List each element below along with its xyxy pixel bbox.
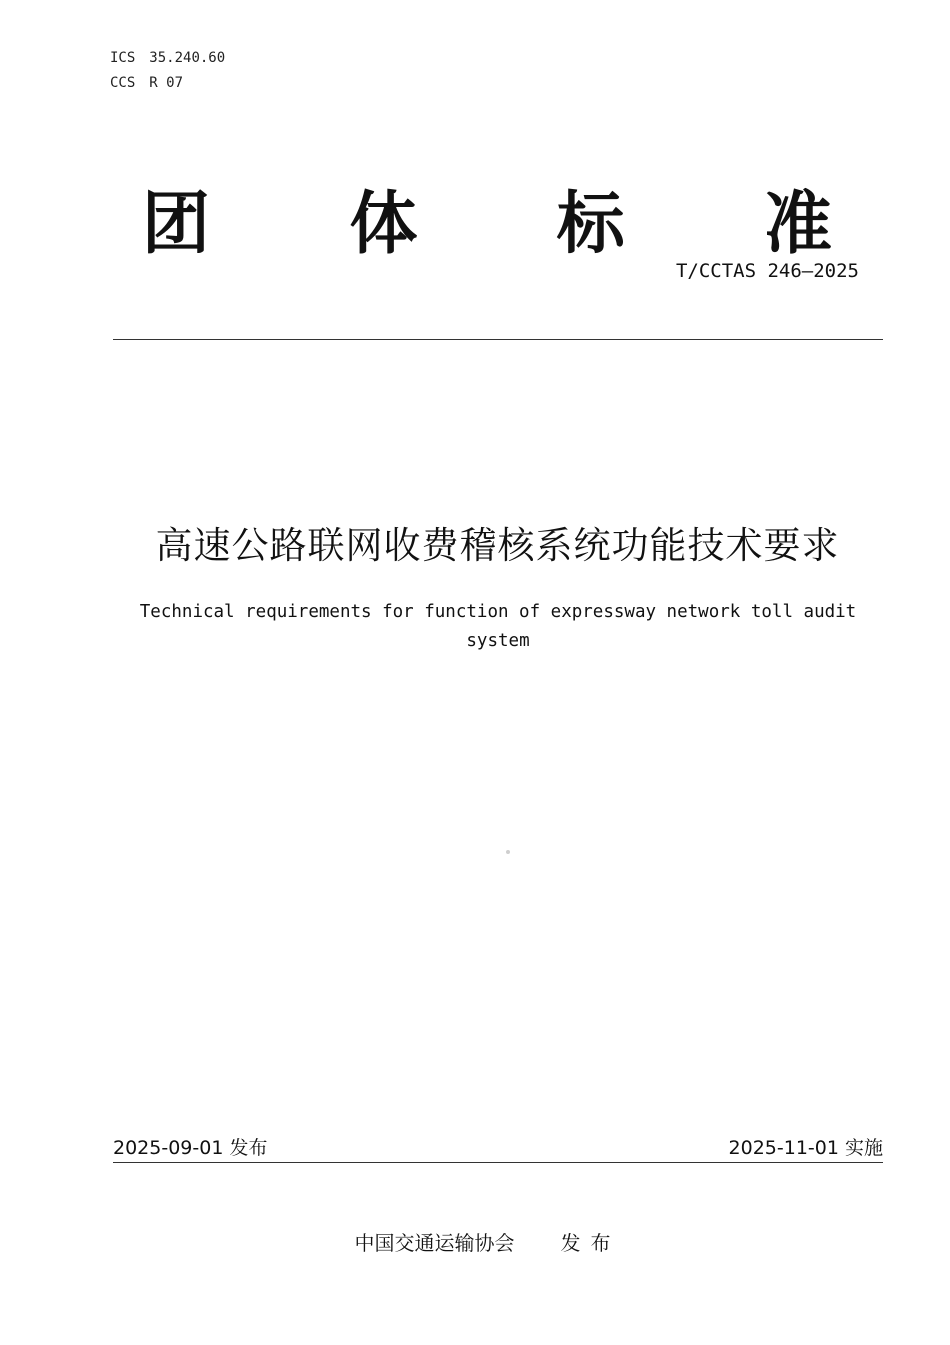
standard-number: T/CCTAS 246—2025 xyxy=(675,260,859,282)
title-en-line: Technical requirements for function of expressway network toll audit xyxy=(139,602,857,622)
scan-speck xyxy=(506,850,510,854)
implement-date: 2025-11-01 实施 xyxy=(728,1137,883,1159)
ccs-row xyxy=(110,71,225,96)
bottom-divider xyxy=(113,1162,883,1163)
standard-type-char: 团 xyxy=(142,185,211,264)
ccs-value: R 07 xyxy=(149,75,184,91)
ics-label: ICS xyxy=(110,50,136,66)
title-en-line: system xyxy=(466,631,530,651)
publisher-name: 中国交通运输协会 xyxy=(354,1231,515,1255)
standard-type-char: 标 xyxy=(556,185,625,264)
standard-type-char: 准 xyxy=(763,185,832,264)
publisher-action: 发布 xyxy=(560,1231,621,1255)
top-divider xyxy=(113,339,883,340)
ics-value: 35.240.60 xyxy=(149,50,226,66)
issue-date: 2025-09-01 发布 xyxy=(113,1137,268,1159)
classification-codes xyxy=(110,46,225,96)
document-title-cn: 高速公路联网收费稽核系统功能技术要求 xyxy=(155,524,840,567)
ccs-label: CCS xyxy=(110,75,136,91)
ics-row xyxy=(110,46,225,71)
document-title-en xyxy=(113,598,883,656)
publisher-line xyxy=(0,1227,950,1256)
standard-type-heading xyxy=(142,180,832,270)
standard-type-char: 体 xyxy=(349,185,418,264)
